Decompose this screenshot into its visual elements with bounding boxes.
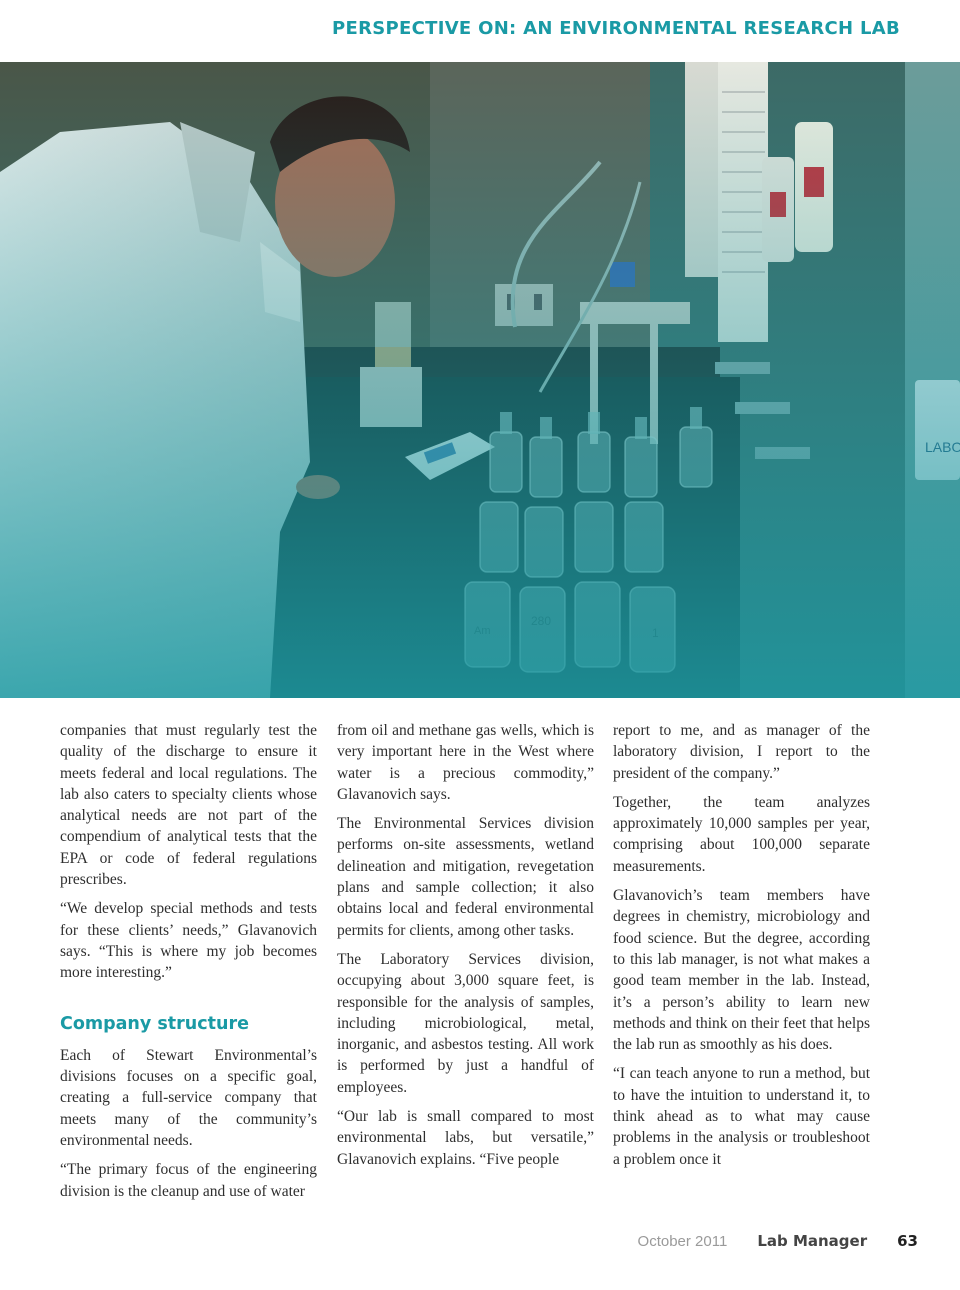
article-column-3 [613, 720, 870, 1178]
paragraph: “We develop special methods and tests for these clients’ needs,” Glavanovich says. “This is where my job becomes more interesting.” [60, 900, 317, 982]
article-column-2 [337, 720, 594, 1178]
paragraph: Each of Stewart Environmental’s divisions focuses on a specific goal, creating a full-service company that meets many of the community’s environmental needs. [60, 1046, 317, 1150]
paragraph: report to me, and as manager of the laboratory division, I report to the president of the company.” [613, 722, 870, 782]
subheading: Company structure [60, 1013, 249, 1034]
section-header: PERSPECTIVE ON: AN ENVIRONMENTAL RESEARCH LAB [332, 18, 900, 39]
paragraph: The Environmental Services division performs on-site assessments, wetland delineation and mitigation, revegetation plans and sample collection; it also obtains local and federal environmental permits for clients, among other tasks. [337, 815, 594, 939]
paragraph: Glavanovich’s team members have degrees in chemistry, microbiology and food science. But the degree, according to this lab manager, is not what makes a good team member in the lab. Instead, it’s a person’s ability to learn new methods and think on their feet that helps the lab run as smoothly as his does. [613, 887, 870, 1054]
lab-photo-illustration [0, 62, 960, 698]
paragraph: from oil and methane gas wells, which is very important here in the West where water is a precious commodity,” Glavanovich says. [337, 722, 594, 803]
issue-date: October 2011 [637, 1233, 728, 1250]
paragraph: “Our lab is small compared to most environmental labs, but versatile,” Glavanovich explains. “Five people [337, 1108, 594, 1168]
paragraph: “I can teach anyone to run a method, but to have the intuition to understand it, to think ahead as to what may cause problems in the analysis or troubleshoot a problem once it [613, 1065, 870, 1168]
paragraph: companies that must regularly test the quality of the discharge to ensure it meets federal and local regulations. The lab also caters to specialty clients whose analytical needs are not part of the compendium of analytical tests that the EPA or code of federal regulations prescribes. [60, 722, 317, 889]
paragraph: The Laboratory Services division, occupying about 3,000 square feet, is responsible for the analysis of samples, including microbiological, metal, inorganic, and asbestos testing. All work is performed by just a handful of employees. [337, 950, 594, 1096]
page-number: 63 [897, 1232, 918, 1250]
paragraph: Together, the team analyzes approximately 10,000 samples per year, comprising about 100,000 separate measurements. [613, 793, 870, 875]
paragraph: “The primary focus of the engineering division is the cleanup and use of water [60, 1161, 317, 1200]
article-column-1 [60, 720, 317, 1210]
magazine-name: Lab Manager [757, 1232, 868, 1250]
page-footer [638, 1232, 918, 1250]
lab-photo [0, 62, 960, 698]
